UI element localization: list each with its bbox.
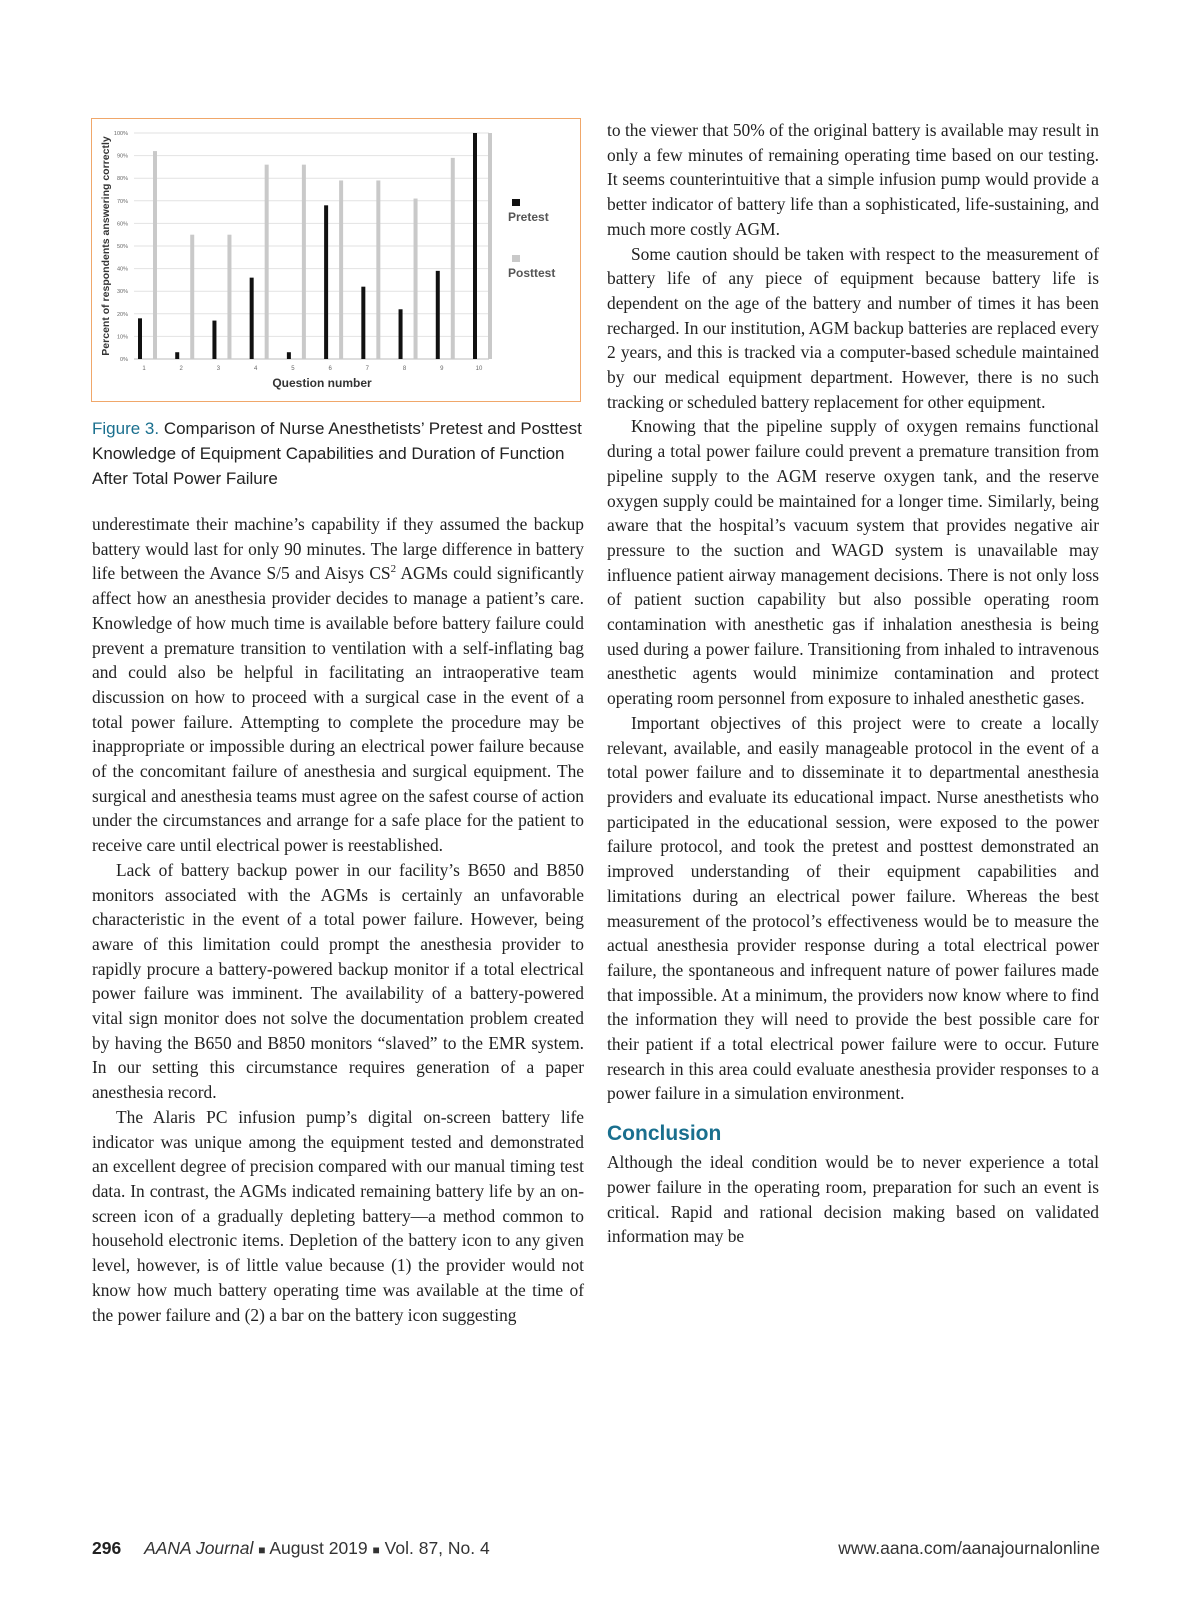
paragraph: Although the ideal condition would be to never experience a total power failure in the operating room, preparation for such an event is critical. Rapid and rational decision making based on validated information may be	[607, 1152, 1099, 1247]
posttest-bar	[227, 235, 231, 359]
x-tick-label: 3	[216, 366, 221, 372]
paragraph: Important objectives of this project were to create a locally relevant, available, and easily manageable protocol in the event of a total power failure and to disseminate it to departmental anesthesia providers and evaluate its educational impact. Nurse anesthetists who participated in the educational session, were exposed to the power failure protocol, and took the pretest and posttest demonstrated an improved understanding of their equipment capabilities and limitations during an electrical power failure. Whereas the best measurement of the protocol’s effectiveness would be to measure the actual anesthesia provider response during a total electrical power failure, the spontaneous and infrequent nature of power failures made that impossible. At a minimum, the providers now know where to find the information they will need to provide the best possible care for their patient if a total electrical power failure were to occur. Future research in this area could evaluate anesthesia provider responses to a power failure in a simulation environment.	[607, 712, 1099, 1104]
posttest-bar	[488, 133, 492, 359]
figure-label: Figure 3.	[92, 419, 160, 438]
section-heading: Conclusion	[607, 1122, 722, 1146]
y-tick-label: 40%	[116, 266, 128, 273]
pretest-bar	[175, 352, 179, 359]
footer-citation	[92, 1538, 490, 1559]
paragraph: Lack of battery backup power in our facility’s B650 and B850 monitors associated with the AGMs is certainly an unfavorable characteristic in the event of a total power failure. However, being aware of this limitation could prompt the anesthesia provider to rapidly procure a battery-powered backup monitor if a total electrical power failure was imminent. The availability of a battery-powered vital sign monitor does not solve the documentation problem created by having the B650 and B850 monitors “slaved” to the EMR system. In our setting this circumstance requires generation of a paper anesthesia record.	[92, 859, 584, 1103]
legend-label: Posttest	[508, 266, 556, 280]
y-tick-label: 30%	[116, 289, 128, 296]
y-tick-label: 80%	[116, 176, 128, 183]
y-tick-label: 100%	[113, 131, 128, 137]
x-axis-label: Question number	[272, 376, 372, 390]
paragraph-text: AGMs could significantly affect how an anesthesia provider decides to manage a patient’s care. Knowledge of how much time is available before battery failure could prevent a premature transition to ventilation with a self-inflating bag and could also be helpful in facilitating an intraoperative team discussion on how to proceed with a surgical case in the event of a total power failure. Attempting to complete the procedure may be inappropriate or impossible during an electrical power failure because of the concomitant failure of anesthesia and surgical equipment. The surgical and anesthesia teams must agree on the safest course of action under the circumstances and arrange for a safe place for the patient to receive care until electrical power is reestablished.	[92, 563, 584, 856]
y-tick-label: 90%	[116, 153, 128, 160]
posttest-bar	[376, 180, 380, 359]
posttest-bar	[414, 199, 418, 359]
pretest-bar	[250, 278, 254, 359]
left-column	[92, 512, 584, 1327]
x-tick-label: 8	[402, 366, 407, 372]
pretest-bar	[324, 205, 328, 359]
posttest-bar	[451, 158, 455, 359]
pretest-bar	[287, 352, 291, 359]
posttest-bar	[265, 165, 269, 359]
pretest-bar	[212, 321, 216, 359]
paragraph: The Alaris PC infusion pump’s digital on-screen battery life indicator was unique among the equipment tested and demonstrated an excellent degree of precision compared with our manual timing test data. In contrast, the AGMs indicated remaining battery life by an on-screen icon of a gradually depleting battery—a method common to household electronic items. Depletion of the battery icon to any given level, however, is of little value because (1) the provider would not know how much battery operating time was available at the time of the power failure and (2) a bar on the battery icon suggesting	[92, 1106, 584, 1325]
x-tick-label: 9	[440, 366, 444, 372]
x-tick-label: 7	[365, 366, 370, 372]
legend-swatch	[512, 255, 520, 262]
pretest-bar	[436, 271, 440, 359]
page-footer	[92, 1538, 1100, 1564]
x-tick-label: 5	[291, 366, 295, 372]
pretest-bar	[138, 318, 142, 359]
y-tick-label: 60%	[116, 221, 128, 228]
x-tick-label: 4	[253, 366, 258, 372]
right-column	[607, 118, 1099, 1249]
y-tick-label: 0%	[120, 357, 128, 363]
paragraph: Some caution should be taken with respect to the measurement of battery life of any piece of equipment because battery life is dependent on the age of the battery and number of times it has been recharged. In our institution, AGM backup batteries are replaced every 2 years, and this is tracked via a computer-based schedule maintained by our medical equipment department. However, there is no such tracking or scheduled battery replacement for other equipment.	[607, 243, 1099, 412]
journal-url[interactable]: www.aana.com/aanajournalonline	[838, 1538, 1100, 1558]
pretest-bar	[399, 309, 403, 359]
x-tick-label: 6	[328, 366, 332, 372]
paragraph: to the viewer that 50% of the original battery is available may result in only a few minutes of remaining operating time based on our testing. It seems counterintuitive that a simple infusion pump would provide a better indicator of battery life than a sophisticated, life-sustaining, and much more costly AGM.	[607, 120, 1099, 239]
separator-icon: ■	[372, 1543, 380, 1557]
figure-caption-text: Comparison of Nurse Anesthetists’ Pretest and Posttest Knowledge of Equipment Capabilities and Duration of Function After Total Power Failure	[92, 419, 582, 488]
superscript: 2	[390, 563, 397, 576]
y-axis-label: Percent of respondents answering correctly	[100, 136, 112, 356]
x-tick-label: 10	[475, 366, 483, 372]
x-tick-label: 1	[142, 366, 146, 372]
legend-swatch	[512, 199, 520, 206]
posttest-bar	[190, 235, 194, 359]
figure-3	[91, 118, 581, 402]
volume-number: Vol. 87, No. 4	[384, 1538, 490, 1558]
posttest-bar	[339, 180, 343, 359]
paragraph: Knowing that the pipeline supply of oxygen remains functional during a total power failure could prevent a premature transition from pipeline supply to the AGM reserve oxygen tank, and the reserve oxygen supply could be maintained for a longer time. Similarly, being aware that the hospital’s vacuum system that provides negative air pressure to the suction and WAGD system is unavailable may influence patient airway management decisions. There is not only loss of patient suction capability but also possible operating room contamination with anesthetic gas if inhalation anesthesia is being used during a power failure. Transitioning from inhaled to intravenous anesthetic agents would minimize contamination and protect operating room personnel from exposure to inhaled anesthetic gases.	[607, 416, 1099, 709]
legend-label: Pretest	[508, 210, 549, 224]
figure-caption	[92, 416, 584, 491]
posttest-bar	[153, 151, 157, 359]
separator-icon: ■	[258, 1543, 266, 1557]
posttest-bar	[302, 165, 306, 359]
issue-date: August 2019	[269, 1538, 368, 1558]
bar-chart	[92, 119, 579, 400]
pretest-bar	[361, 287, 365, 359]
page-number: 296	[92, 1538, 122, 1558]
pretest-bar	[473, 133, 477, 359]
x-tick-label: 2	[179, 366, 183, 372]
y-tick-label: 20%	[116, 311, 128, 318]
y-tick-label: 50%	[116, 244, 128, 250]
paragraph	[92, 512, 584, 858]
y-tick-label: 70%	[116, 198, 128, 205]
paragraph-text: underestimate their machine’s capability if they assumed the backup battery would last for only 90 minutes. The large difference in battery life between the Avance S/5 and Aisys CS	[92, 514, 584, 584]
journal-name: AANA Journal	[144, 1538, 254, 1558]
y-tick-label: 10%	[116, 334, 128, 341]
